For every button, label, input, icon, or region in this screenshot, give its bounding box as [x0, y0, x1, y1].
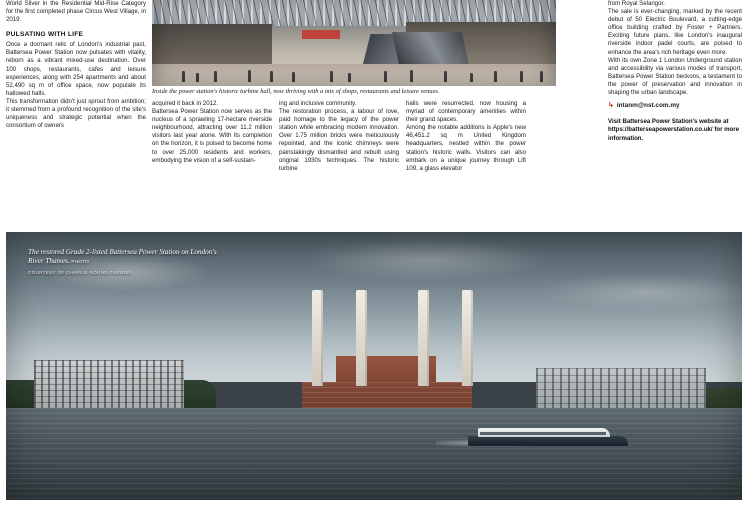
main-photo-tag: PHOTO: [71, 259, 90, 265]
left-paragraph-2: This transformation didn't just sprout from ambition; it stemmed from a profound recognition of the site's uniqueness and strategic potential when the consortium of owners: [6, 97, 146, 130]
right-text-column: [608, 0, 742, 143]
m2-paragraph-1: ing and inclusive community.: [279, 100, 357, 107]
main-photo-caption-text: The restored Grade 2-listed Battersea Power Station on London's River Thames.: [28, 248, 217, 266]
left-paragraph-1: Once a dormant relic of London's industrial past, Battersea Power Station now pulsates with vitality, reborn as a vibrant mixed-use destination. Over 100 shops, restaurants, cafes and leisure experiences, along with 254 apartments and about 52,490 sq m of office space, now populate its hallowed halls.: [6, 41, 146, 97]
right-paragraph-3: With its own Zone 1 London Underground station and accessibility via various modes of transport, Battersea Power Station beckons, a testament to the power of preservation and innovation in shaping the urban landscape.: [608, 56, 742, 97]
photo-vignette: [152, 0, 556, 86]
main-photo-caption: [28, 248, 218, 267]
middle-text-column-2: [279, 100, 399, 173]
m1-paragraph-1: acquired it back in 2012.: [152, 100, 219, 107]
right-paragraph-1: from Royal Selangor.: [608, 0, 665, 7]
m2-paragraph-2: The restoration process, a labour of love, paid homage to the legacy of the power station while embracing modern innovation. Over 1.75 million bricks were meticulously repointed, and the iconic chimneys were painstakingly dismantled and rebuilt using original 1930s techniques. The historic turbine: [279, 108, 399, 172]
m3-paragraph-1: halls were resurrected, now housing a myriad of contemporary amenities within their grand spaces.: [406, 100, 526, 124]
website-promo-text: Visit Battersea Power Station's website at https://batterseapowerstation.co.uk/ for more information.: [608, 118, 740, 142]
right-paragraph-2: The sale is ever-changing, marked by the recent debut of 50 Electric Boulevard, a cutting-edge office building crafted by Foster + Partners. Exciting future plans, like London's inaugural riverside indoor padel courts, are poised to enhance the area's rich heritage even more.: [608, 8, 742, 56]
turbine-hall-photo: [152, 0, 556, 86]
m1-paragraph-2: Battersea Power Station now serves as the nucleus of a sprawling 17-hectare riverside neighbourhood, attracting over 11.2 million visitors last year alone. With its completion on the horizon, it is poised to become home to over 25,000 residents and workers, embodying the vision of a self-sustain-: [152, 108, 272, 164]
left-intro-paragraph: World Silver in the Residential Mid-Rise Category for the first completed phase Circus West Village, in 2019.: [6, 0, 146, 24]
middle-text-column-3: [406, 100, 526, 173]
arrow-turn-down-icon: ↳: [608, 102, 614, 110]
author-email[interactable]: intanm@nst.com.my: [616, 102, 680, 110]
main-photo-credit: COURTESY OF CHARLIE ROUND-TURNER: [28, 270, 131, 275]
author-email-line: [608, 102, 742, 109]
turbine-hall-caption: Inside the power station's historic turbine hall, now thriving with a mix of shops, restaurants and leisure venues.: [152, 88, 440, 95]
middle-text-column-1: [152, 100, 272, 165]
left-section-heading: PULSATING WITH LIFE: [6, 31, 84, 39]
m3-paragraph-2: Among the notable additions is Apple's new 46,451.2 sq m United Kingdom headquarters, nestled within the power station's historic walls. Visitors can also embark on a unique journey through Lift 109, a glass elevator: [406, 124, 526, 172]
left-text-column: [6, 0, 146, 130]
